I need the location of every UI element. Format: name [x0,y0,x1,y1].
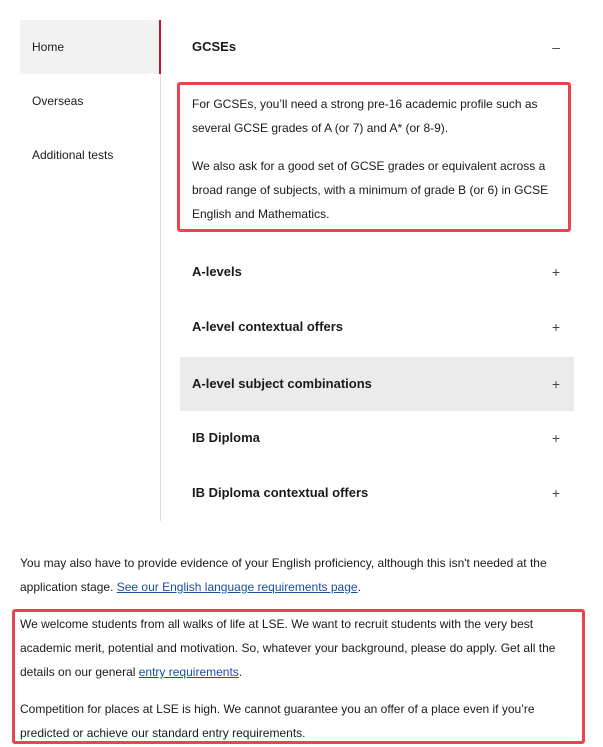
accordion-title: A-level subject combinations [192,376,372,391]
gcse-paragraph-2: We also ask for a good set of GCSE grades or equivalent across a broad range of subjects, with a minimum of grade B (or 6) in GCSE English and Mathematics. [192,159,549,221]
accordion-title: A-level contextual offers [192,319,343,334]
accordion-title: IB Diploma [192,430,260,445]
minus-icon[interactable]: – [552,39,560,55]
sidebar-item-home[interactable]: Home [20,20,161,74]
accordion-a-level-contextual-offers[interactable] [180,300,574,354]
plus-icon[interactable]: + [551,485,560,501]
accordion-a-level-subject-combinations[interactable] [180,357,574,411]
plus-icon[interactable]: + [551,264,560,280]
english-proficiency-paragraph [20,551,580,599]
welcome-text: We welcome students from all walks of life at LSE. We want to recruit students with the very best academic merit, potential and motivation. So, whatever your background, please do apply. Get all the details on our general [20,617,556,679]
accordion-a-levels[interactable] [180,245,574,299]
english-text: You may also have to provide evidence of your English proficiency, although this isn't needed at the application stage. [20,556,547,594]
english-text-end: . [357,580,361,594]
gcse-paragraph-1: For GCSEs, you’ll need a strong pre-16 academic profile such as several GCSE grades of A (or 7) and A* (or 8-9). [192,97,538,135]
accordion-gcses[interactable] [180,20,574,74]
welcome-text-end: . [238,665,243,679]
plus-icon[interactable]: + [551,376,560,392]
welcome-paragraph [20,612,575,684]
entry-requirements-link[interactable]: entry requirements [138,665,239,679]
plus-icon[interactable]: + [551,319,560,335]
accordion-title: A-levels [192,264,242,279]
accordion-title: GCSEs [192,39,237,54]
sidebar-item-additional-tests[interactable]: Additional tests [32,148,114,162]
competition-paragraph: Competition for places at LSE is high. We cannot guarantee you an offer of a place even if you’re predicted or achieve our standard entry requirements. [20,702,535,740]
accordion-title: IB Diploma contextual offers [192,485,369,500]
plus-icon[interactable]: + [551,430,560,446]
accordion-ib-diploma-contextual-offers[interactable] [180,466,574,520]
sidebar-nav [20,20,161,521]
sidebar-item-overseas[interactable]: Overseas [32,94,84,108]
english-requirements-link[interactable]: See our English language requirements page [116,580,358,594]
accordion-ib-diploma[interactable] [180,411,574,465]
